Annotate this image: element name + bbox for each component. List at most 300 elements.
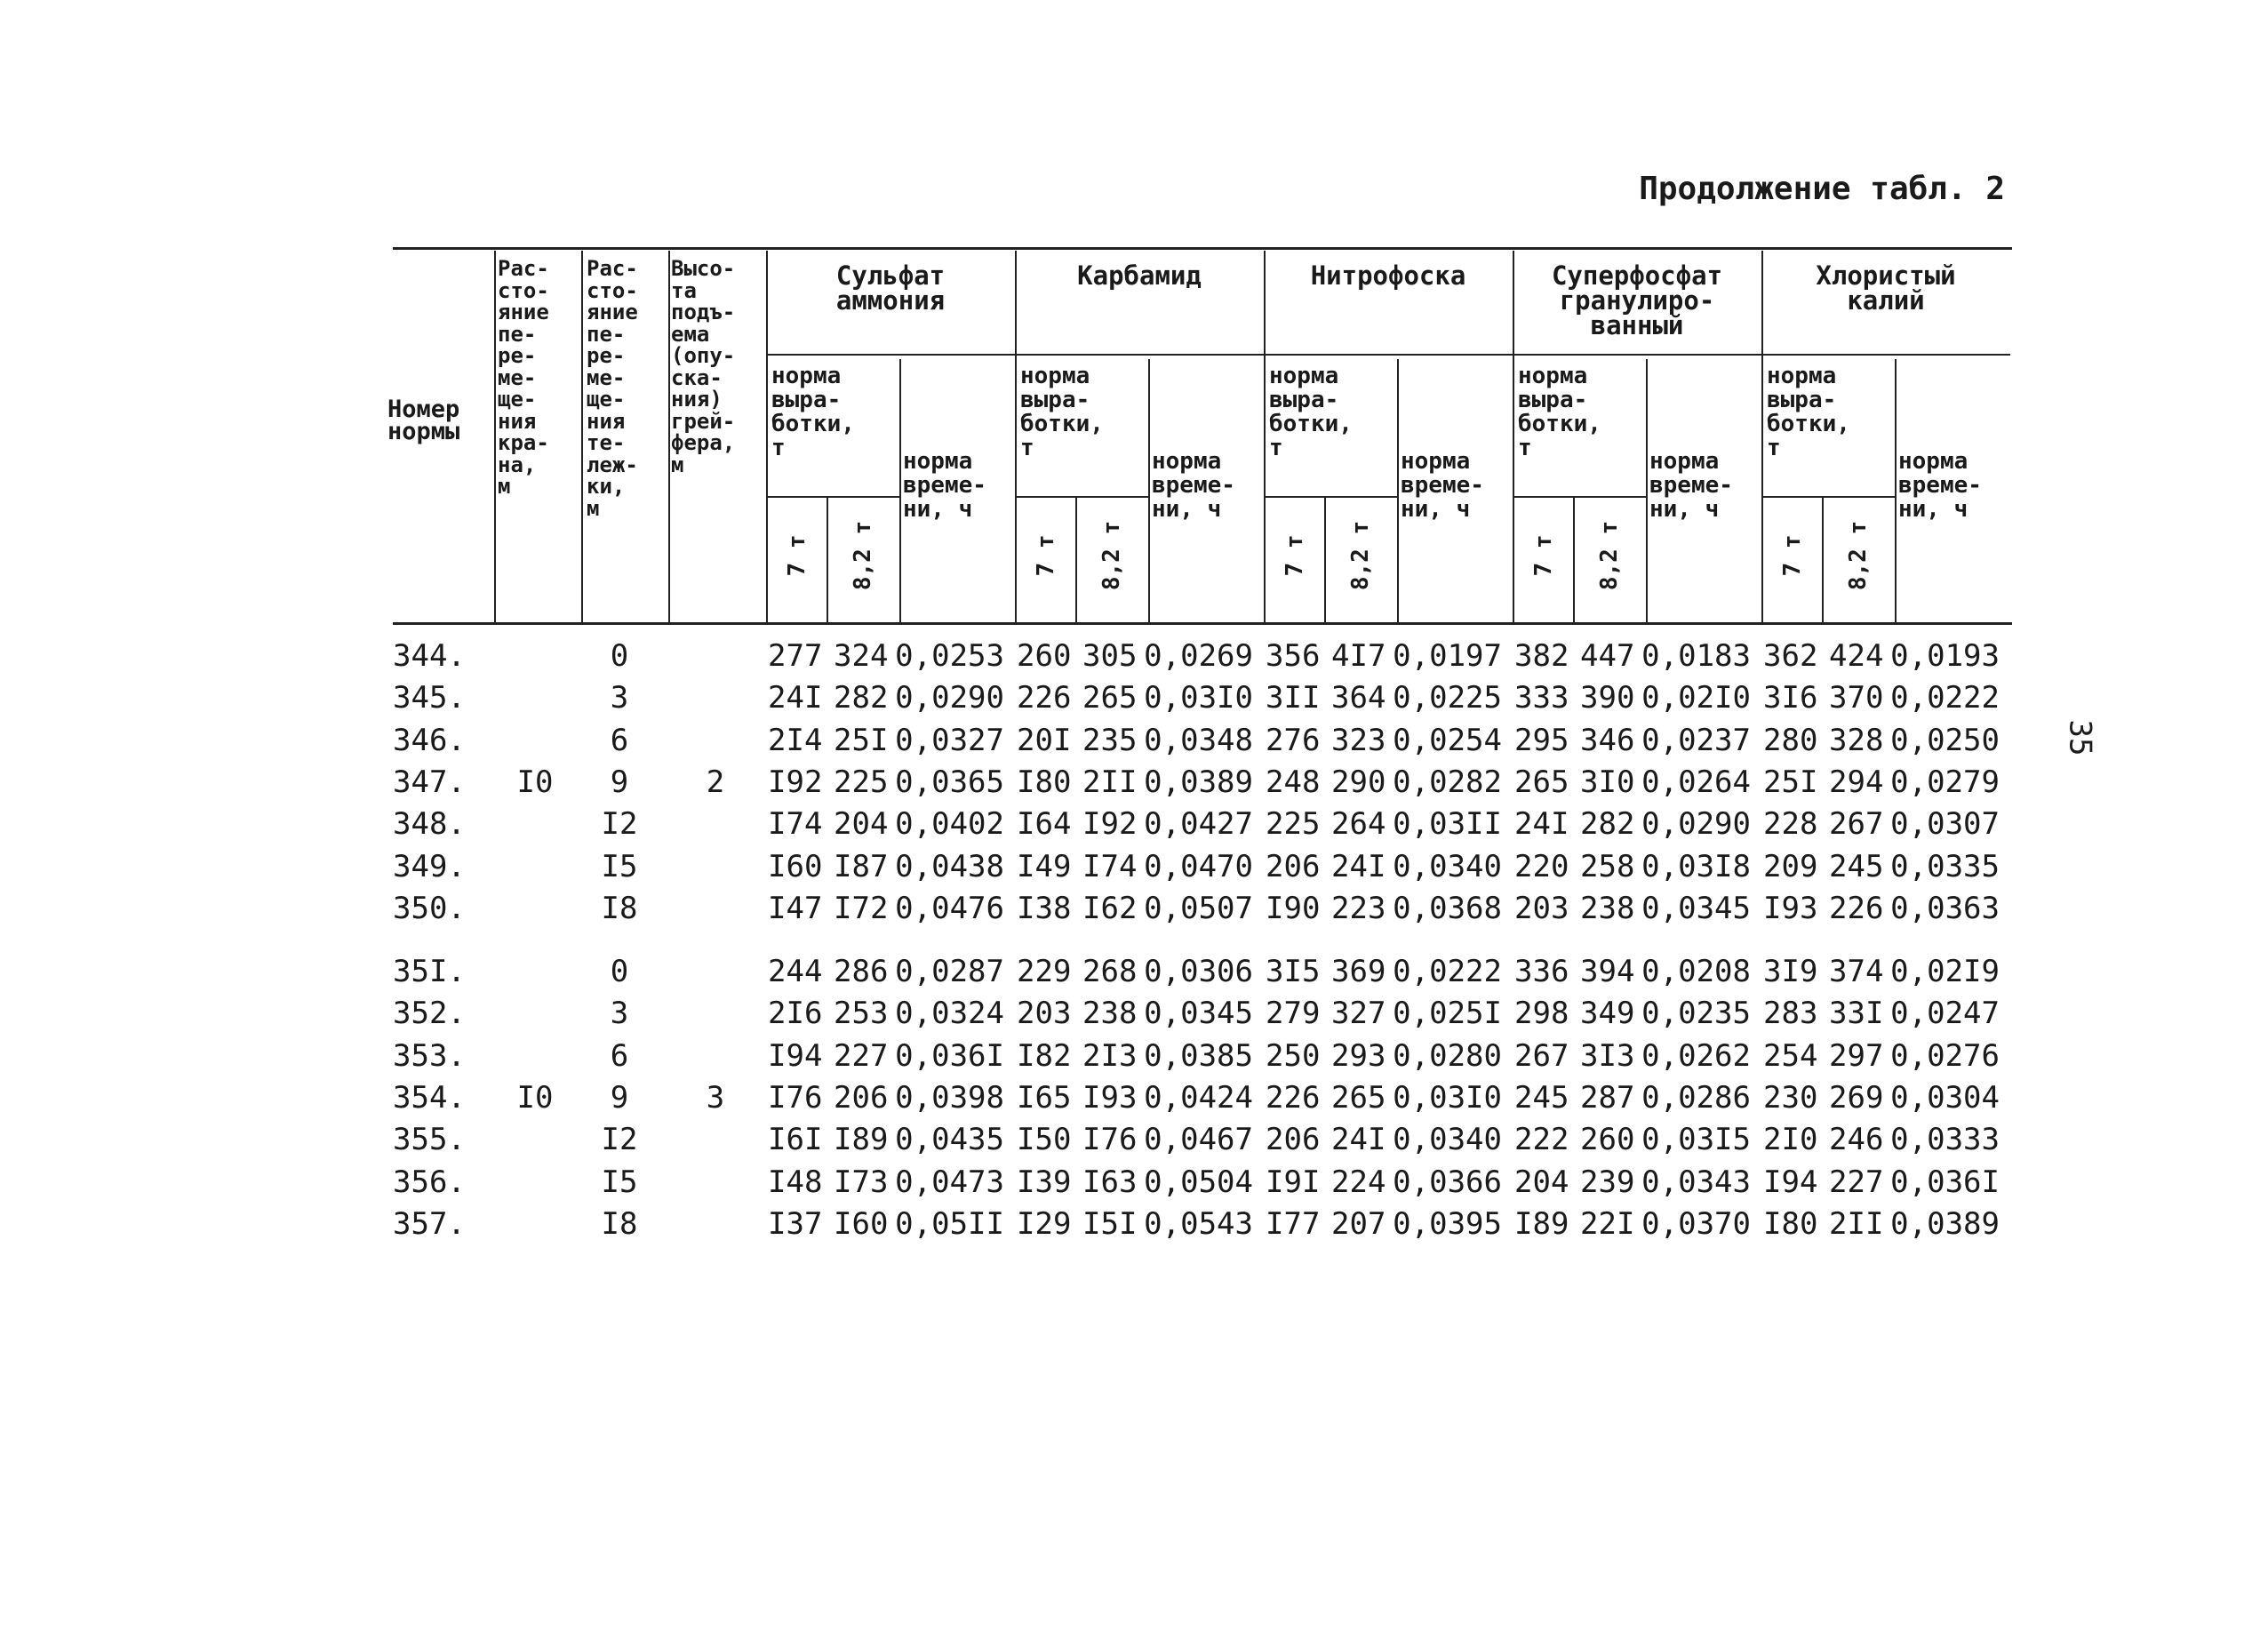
trolley-distance-cell: 9 <box>610 1080 629 1116</box>
value-cell: 0,0435 <box>895 1122 1004 1158</box>
value-cell: 206 <box>1266 848 1321 884</box>
value-cell: 207 <box>1331 1205 1386 1242</box>
value-cell: 0,0543 <box>1144 1205 1253 1242</box>
table-row <box>0 635 2268 677</box>
value-cell: 0,0504 <box>1144 1164 1253 1200</box>
value-cell: 282 <box>1580 806 1635 843</box>
value-cell: I48 <box>768 1164 823 1200</box>
product-name: Карбамид <box>1077 260 1202 291</box>
product-name: Суперфосфат гранулиро- ванный <box>1551 260 1723 340</box>
value-cell: I87 <box>834 848 889 884</box>
value-cell: 220 <box>1514 848 1569 884</box>
capacity-label-b: 8,2 т <box>1845 520 1872 591</box>
table-row <box>0 761 2268 804</box>
value-cell: 374 <box>1829 954 1884 990</box>
value-cell: 206 <box>1266 1122 1321 1158</box>
capacity-label-b: 8,2 т <box>1347 520 1374 591</box>
norm-number-cell: 35I. <box>393 954 466 990</box>
value-cell: 370 <box>1829 680 1884 716</box>
norm-number-cell: 355. <box>393 1122 466 1158</box>
value-cell: I73 <box>834 1164 889 1200</box>
time-norm-label: норма време- ни, ч <box>1401 448 1484 523</box>
value-cell: 0,0333 <box>1890 1122 2000 1158</box>
value-cell: 0,0335 <box>1890 848 2000 884</box>
value-cell: I9I <box>1266 1164 1321 1200</box>
value-cell: 2I0 <box>1763 1122 1818 1158</box>
grab-height-cell: 2 <box>706 764 725 800</box>
value-cell: 364 <box>1331 680 1386 716</box>
value-cell: 0,0402 <box>895 806 1004 843</box>
value-cell: 394 <box>1580 954 1635 990</box>
value-cell: 0,0340 <box>1393 848 1502 884</box>
header-norm-number: Номер нормы <box>387 396 460 445</box>
value-cell: 0,03I8 <box>1641 848 1751 884</box>
value-cell: 336 <box>1514 954 1569 990</box>
table-row <box>0 1203 2268 1245</box>
header-divider <box>766 251 768 622</box>
value-cell: 279 <box>1266 996 1321 1032</box>
value-cell: 0,0247 <box>1890 996 2000 1032</box>
header-divider <box>1264 251 1266 622</box>
trolley-distance-cell: 6 <box>610 722 629 758</box>
sub-rule <box>1513 496 1646 498</box>
product-norm-label: норма выра- ботки, т <box>1767 363 1850 461</box>
value-cell: I29 <box>1017 1205 1072 1242</box>
value-cell: 295 <box>1514 722 1569 758</box>
value-cell: 2II <box>1082 764 1138 800</box>
trolley-distance-cell: I2 <box>601 1122 638 1158</box>
value-cell: 0,0304 <box>1890 1080 2000 1116</box>
header-divider <box>1397 359 1399 622</box>
value-cell: 0,0507 <box>1144 890 1253 926</box>
value-cell: 268 <box>1082 954 1138 990</box>
value-cell: 0,02I9 <box>1890 954 2000 990</box>
header-bottom-rule <box>393 622 2012 625</box>
header-divider <box>1513 251 1514 622</box>
value-cell: 0,0327 <box>895 722 1004 758</box>
header-divider <box>668 251 670 622</box>
value-cell: 0,0348 <box>1144 722 1253 758</box>
value-cell: 0,0306 <box>1144 954 1253 990</box>
norm-number-cell: 348. <box>393 806 466 843</box>
value-cell: 24I <box>1331 1122 1386 1158</box>
capacity-label-a: 7 т <box>1779 534 1806 577</box>
product-name: Хлористый калий <box>1816 260 1956 316</box>
value-cell: 424 <box>1829 638 1884 674</box>
header-divider <box>494 251 496 622</box>
value-cell: 250 <box>1266 1037 1321 1074</box>
value-cell: 0,0286 <box>1641 1080 1751 1116</box>
value-cell: I64 <box>1017 806 1072 843</box>
value-cell: 294 <box>1829 764 1884 800</box>
value-cell: 0,036I <box>1890 1164 2000 1200</box>
value-cell: 225 <box>1266 806 1321 843</box>
value-cell: 0,0262 <box>1641 1037 1751 1074</box>
value-cell: 209 <box>1763 848 1818 884</box>
value-cell: I49 <box>1017 848 1072 884</box>
time-norm-label: норма време- ни, ч <box>903 448 986 523</box>
value-cell: 267 <box>1514 1037 1569 1074</box>
value-cell: 0,036I <box>895 1037 1004 1074</box>
value-cell: 0,0368 <box>1393 890 1502 926</box>
value-cell: I37 <box>768 1205 823 1242</box>
value-cell: 287 <box>1580 1080 1635 1116</box>
value-cell: 369 <box>1331 954 1386 990</box>
value-cell: 24I <box>1331 848 1386 884</box>
value-cell: 286 <box>834 954 889 990</box>
value-cell: 305 <box>1082 638 1138 674</box>
value-cell: 0,0183 <box>1641 638 1751 674</box>
value-cell: 2I4 <box>768 722 823 758</box>
trolley-distance-cell: 6 <box>610 1037 629 1074</box>
value-cell: 254 <box>1763 1037 1818 1074</box>
value-cell: 0,03II <box>1393 806 1502 843</box>
value-cell: I94 <box>1763 1164 1818 1200</box>
grab-height-cell: 3 <box>706 1080 725 1116</box>
table-row <box>0 1161 2268 1204</box>
value-cell: I80 <box>1763 1205 1818 1242</box>
value-cell: 227 <box>1829 1164 1884 1200</box>
trolley-distance-cell: 0 <box>610 638 629 674</box>
header-divider <box>827 498 828 622</box>
product-name: Сульфат аммония <box>835 260 946 316</box>
value-cell: 0,0279 <box>1890 764 2000 800</box>
value-cell: 267 <box>1829 806 1884 843</box>
norm-number-cell: 352. <box>393 996 466 1032</box>
value-cell: 0,0424 <box>1144 1080 1253 1116</box>
product-rule <box>1015 354 1264 356</box>
value-cell: I77 <box>1266 1205 1321 1242</box>
product-norm-label: норма выра- ботки, т <box>1518 363 1601 461</box>
value-cell: 203 <box>1017 996 1072 1032</box>
header-divider <box>1015 251 1017 622</box>
header-divider <box>1895 359 1897 622</box>
sub-rule <box>1015 496 1148 498</box>
time-norm-label: норма време- ни, ч <box>1649 448 1733 523</box>
value-cell: 260 <box>1580 1122 1635 1158</box>
value-cell: 0,03I5 <box>1641 1122 1751 1158</box>
value-cell: 245 <box>1514 1080 1569 1116</box>
value-cell: 33I <box>1829 996 1884 1032</box>
value-cell: 346 <box>1580 722 1635 758</box>
product-name: Нитрофоска <box>1310 260 1466 291</box>
value-cell: 238 <box>1082 996 1138 1032</box>
value-cell: 244 <box>768 954 823 990</box>
value-cell: I60 <box>768 848 823 884</box>
value-cell: 0,05II <box>895 1205 1004 1242</box>
norm-number-cell: 350. <box>393 890 466 926</box>
capacity-label-a: 7 т <box>1033 534 1059 577</box>
value-cell: 0,0340 <box>1393 1122 1502 1158</box>
value-cell: 0,0345 <box>1641 890 1751 926</box>
value-cell: 333 <box>1514 680 1569 716</box>
header-grab-height: Высо- та подъ- ема (опу- ска- ния) грей- фера, м <box>671 256 736 477</box>
value-cell: 0,0208 <box>1641 954 1751 990</box>
value-cell: 0,0363 <box>1890 890 2000 926</box>
value-cell: 0,0290 <box>895 680 1004 716</box>
value-cell: 222 <box>1514 1122 1569 1158</box>
value-cell: 276 <box>1266 722 1321 758</box>
value-cell: I92 <box>768 764 823 800</box>
norm-number-cell: 347. <box>393 764 466 800</box>
value-cell: I80 <box>1017 764 1072 800</box>
norm-number-cell: 353. <box>393 1037 466 1074</box>
value-cell: 228 <box>1763 806 1818 843</box>
value-cell: 0,0222 <box>1890 680 2000 716</box>
norm-number-cell: 357. <box>393 1205 466 1242</box>
value-cell: 248 <box>1266 764 1321 800</box>
value-cell: 0,0389 <box>1890 1205 2000 1242</box>
product-rule <box>766 354 1015 356</box>
value-cell: 0,0269 <box>1144 638 1253 674</box>
trolley-distance-cell: I5 <box>601 1164 638 1200</box>
value-cell: 0,0343 <box>1641 1164 1751 1200</box>
value-cell: 3II <box>1266 680 1321 716</box>
table-row <box>0 803 2268 845</box>
header-divider <box>899 359 901 622</box>
value-cell: 0,0476 <box>895 890 1004 926</box>
value-cell: 238 <box>1580 890 1635 926</box>
value-cell: 0,0324 <box>895 996 1004 1032</box>
crane-distance-cell: I0 <box>516 764 554 800</box>
value-cell: 0,025I <box>1393 996 1502 1032</box>
value-cell: I93 <box>1763 890 1818 926</box>
value-cell: 0,0250 <box>1890 722 2000 758</box>
value-cell: I6I <box>768 1122 823 1158</box>
value-cell: 3I6 <box>1763 680 1818 716</box>
header-divider <box>1075 498 1077 622</box>
value-cell: 0,0307 <box>1890 806 2000 843</box>
sub-rule <box>766 496 899 498</box>
value-cell: 24I <box>768 680 823 716</box>
value-cell: I72 <box>834 890 889 926</box>
value-cell: 2I6 <box>768 996 823 1032</box>
crane-distance-cell: I0 <box>516 1080 554 1116</box>
value-cell: 349 <box>1580 996 1635 1032</box>
value-cell: 3I0 <box>1580 764 1635 800</box>
table-row <box>0 1076 2268 1119</box>
trolley-distance-cell: 3 <box>610 996 629 1032</box>
value-cell: 25I <box>834 722 889 758</box>
norm-number-cell: 349. <box>393 848 466 884</box>
table-row <box>0 1118 2268 1161</box>
value-cell: 203 <box>1514 890 1569 926</box>
value-cell: 258 <box>1580 848 1635 884</box>
value-cell: 264 <box>1331 806 1386 843</box>
value-cell: 24I <box>1514 806 1569 843</box>
value-cell: I82 <box>1017 1037 1072 1074</box>
value-cell: 0,0290 <box>1641 806 1751 843</box>
value-cell: 0,0276 <box>1890 1037 2000 1074</box>
time-norm-label: норма време- ни, ч <box>1898 448 1982 523</box>
value-cell: I76 <box>1082 1122 1138 1158</box>
value-cell: 3I5 <box>1266 954 1321 990</box>
value-cell: 0,0222 <box>1393 954 1502 990</box>
header-dist-trolley: Рас- сто- яние пе- ре- ме- ще- ния те- леж- ки, м <box>587 256 638 521</box>
value-cell: 269 <box>1829 1080 1884 1116</box>
value-cell: 225 <box>834 764 889 800</box>
value-cell: 253 <box>834 996 889 1032</box>
value-cell: 223 <box>1331 890 1386 926</box>
header-divider <box>1822 498 1824 622</box>
value-cell: 0,0193 <box>1890 638 2000 674</box>
table-row <box>0 887 2268 930</box>
value-cell: I89 <box>834 1122 889 1158</box>
top-rule <box>393 247 2012 250</box>
value-cell: 246 <box>1829 1122 1884 1158</box>
value-cell: 0,03I0 <box>1144 680 1253 716</box>
value-cell: 447 <box>1580 638 1635 674</box>
value-cell: 20I <box>1017 722 1072 758</box>
trolley-distance-cell: I2 <box>601 806 638 843</box>
capacity-label-b: 8,2 т <box>850 520 876 591</box>
product-rule <box>1513 354 1761 356</box>
value-cell: 356 <box>1266 638 1321 674</box>
value-cell: I92 <box>1082 806 1138 843</box>
value-cell: 224 <box>1331 1164 1386 1200</box>
value-cell: 297 <box>1829 1037 1884 1074</box>
value-cell: 0,0280 <box>1393 1037 1502 1074</box>
value-cell: 206 <box>834 1080 889 1116</box>
value-cell: 235 <box>1082 722 1138 758</box>
value-cell: I39 <box>1017 1164 1072 1200</box>
value-cell: 0,0370 <box>1641 1205 1751 1242</box>
value-cell: 4I7 <box>1331 638 1386 674</box>
value-cell: 323 <box>1331 722 1386 758</box>
header-divider <box>1646 359 1648 622</box>
value-cell: 328 <box>1829 722 1884 758</box>
norm-number-cell: 346. <box>393 722 466 758</box>
value-cell: 0,0345 <box>1144 996 1253 1032</box>
value-cell: I93 <box>1082 1080 1138 1116</box>
capacity-label-a: 7 т <box>784 534 811 577</box>
value-cell: 0,0389 <box>1144 764 1253 800</box>
value-cell: 204 <box>1514 1164 1569 1200</box>
norm-number-cell: 356. <box>393 1164 466 1200</box>
capacity-label-b: 8,2 т <box>1596 520 1623 591</box>
trolley-distance-cell: 0 <box>610 954 629 990</box>
trolley-distance-cell: I8 <box>601 890 638 926</box>
norm-number-cell: 345. <box>393 680 466 716</box>
value-cell: I65 <box>1017 1080 1072 1116</box>
value-cell: 382 <box>1514 638 1569 674</box>
header-divider <box>1573 498 1575 622</box>
value-cell: 226 <box>1829 890 1884 926</box>
norm-number-cell: 354. <box>393 1080 466 1116</box>
table-caption: Продолжение табл. 2 <box>1639 171 2005 207</box>
value-cell: 0,0197 <box>1393 638 1502 674</box>
value-cell: 3I9 <box>1763 954 1818 990</box>
header-divider <box>1324 498 1326 622</box>
table-row <box>0 845 2268 888</box>
value-cell: 2II <box>1829 1205 1884 1242</box>
value-cell: 204 <box>834 806 889 843</box>
value-cell: 0,0237 <box>1641 722 1751 758</box>
value-cell: I90 <box>1266 890 1321 926</box>
value-cell: 0,0254 <box>1393 722 1502 758</box>
value-cell: 230 <box>1763 1080 1818 1116</box>
value-cell: 0,03I0 <box>1393 1080 1502 1116</box>
table-row <box>0 676 2268 719</box>
value-cell: 3I3 <box>1580 1037 1635 1074</box>
value-cell: 260 <box>1017 638 1072 674</box>
value-cell: 0,0438 <box>895 848 1004 884</box>
product-norm-label: норма выра- ботки, т <box>1020 363 1104 461</box>
value-cell: 390 <box>1580 680 1635 716</box>
value-cell: 229 <box>1017 954 1072 990</box>
value-cell: 282 <box>834 680 889 716</box>
value-cell: 265 <box>1514 764 1569 800</box>
value-cell: 293 <box>1331 1037 1386 1074</box>
value-cell: I62 <box>1082 890 1138 926</box>
value-cell: I76 <box>768 1080 823 1116</box>
value-cell: 25I <box>1763 764 1818 800</box>
value-cell: 0,0385 <box>1144 1037 1253 1074</box>
value-cell: 227 <box>834 1037 889 1074</box>
value-cell: 0,0473 <box>895 1164 1004 1200</box>
value-cell: 0,0287 <box>895 954 1004 990</box>
value-cell: 0,0253 <box>895 638 1004 674</box>
capacity-label-b: 8,2 т <box>1098 520 1125 591</box>
value-cell: I47 <box>768 890 823 926</box>
value-cell: 283 <box>1763 996 1818 1032</box>
value-cell: 0,0470 <box>1144 848 1253 884</box>
value-cell: I89 <box>1514 1205 1569 1242</box>
trolley-distance-cell: I8 <box>601 1205 638 1242</box>
table-row <box>0 950 2268 993</box>
value-cell: I63 <box>1082 1164 1138 1200</box>
value-cell: 280 <box>1763 722 1818 758</box>
value-cell: 226 <box>1266 1080 1321 1116</box>
value-cell: 226 <box>1017 680 1072 716</box>
value-cell: 0,0395 <box>1393 1205 1502 1242</box>
value-cell: I38 <box>1017 890 1072 926</box>
value-cell: 265 <box>1082 680 1138 716</box>
value-cell: 0,02I0 <box>1641 680 1751 716</box>
product-rule <box>1264 354 1513 356</box>
trolley-distance-cell: 9 <box>610 764 629 800</box>
time-norm-label: норма време- ни, ч <box>1152 448 1235 523</box>
header-divider <box>581 251 583 622</box>
norm-number-cell: 344. <box>393 638 466 674</box>
value-cell: 239 <box>1580 1164 1635 1200</box>
value-cell: 277 <box>768 638 823 674</box>
header-divider <box>1761 251 1763 622</box>
product-norm-label: норма выра- ботки, т <box>771 363 855 461</box>
value-cell: 324 <box>834 638 889 674</box>
value-cell: 327 <box>1331 996 1386 1032</box>
table-row <box>0 719 2268 762</box>
product-norm-label: норма выра- ботки, т <box>1269 363 1353 461</box>
header-dist-crane: Рас- сто- яние пе- ре- ме- ще- ния кра- на, м <box>498 256 549 499</box>
value-cell: 298 <box>1514 996 1569 1032</box>
value-cell: 265 <box>1331 1080 1386 1116</box>
header-divider <box>1148 359 1150 622</box>
value-cell: 2I3 <box>1082 1037 1138 1074</box>
table-row <box>0 1035 2268 1077</box>
value-cell: I74 <box>768 806 823 843</box>
value-cell: 0,0427 <box>1144 806 1253 843</box>
value-cell: I94 <box>768 1037 823 1074</box>
value-cell: 0,0225 <box>1393 680 1502 716</box>
capacity-label-a: 7 т <box>1282 534 1308 577</box>
value-cell: 290 <box>1331 764 1386 800</box>
value-cell: I5I <box>1082 1205 1138 1242</box>
page-number: 35 <box>2062 719 2098 756</box>
product-rule <box>1761 354 2010 356</box>
table-row <box>0 992 2268 1035</box>
value-cell: 245 <box>1829 848 1884 884</box>
